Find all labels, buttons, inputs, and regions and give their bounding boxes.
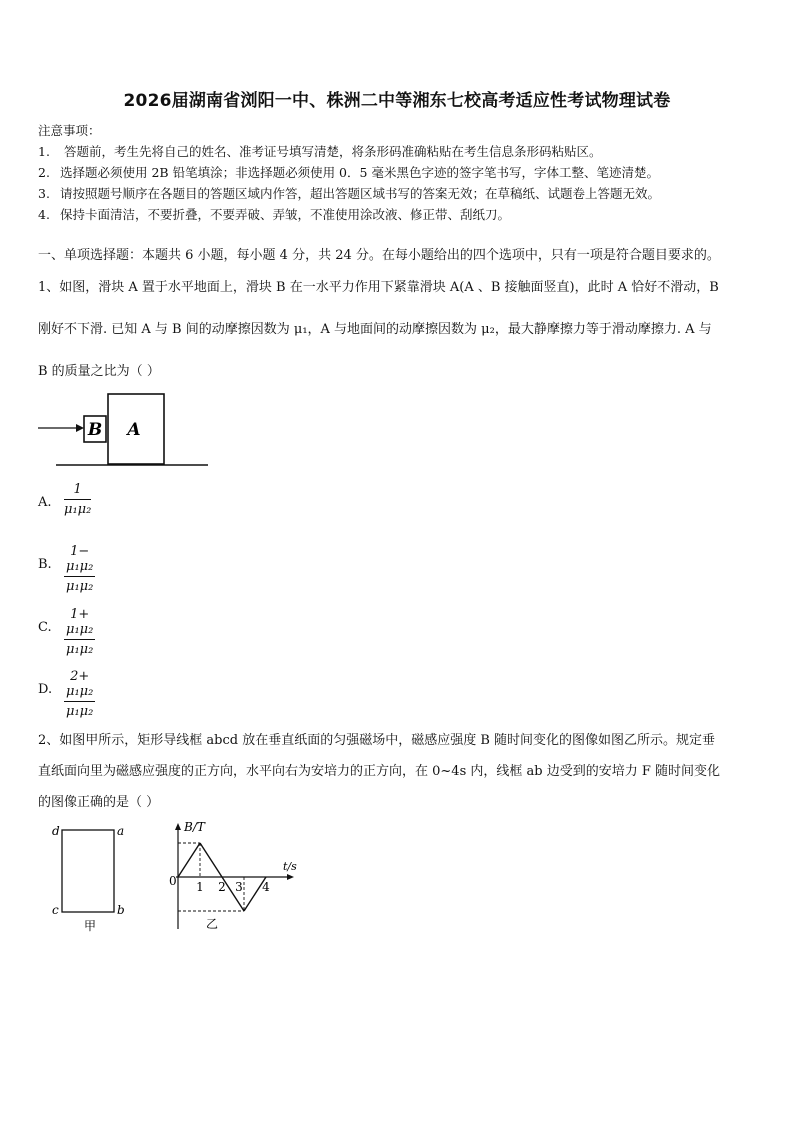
q2-stem-line: 的图像正确的是（ ） [38, 795, 160, 810]
force-arrow-head [76, 424, 84, 432]
notice-heading: 注意事项： [38, 123, 101, 138]
origin-label: 0 [169, 874, 177, 888]
corner-a-label: a [117, 824, 125, 838]
block-a-label: A [127, 420, 141, 440]
figure-caption: 乙 [205, 917, 219, 931]
notice-item-number: 4. [38, 207, 50, 222]
option-letter: B. [38, 557, 52, 572]
corner-d-label: d [52, 824, 60, 838]
data-segment [178, 843, 200, 877]
option-letter: D. [38, 682, 53, 697]
fraction-denominator: μ₁μ₂ [64, 502, 92, 517]
q1-figure [36, 390, 216, 470]
notice-item-text: 选择题必须使用 2B 铅笔填涂；非选择题必须使用 0．5 毫米黑色字迹的签字笔书写，字体工整、笔迹清楚。 [60, 165, 659, 180]
notice-item-number: 3. [38, 186, 50, 201]
q1-stem-line: B 的质量之比为（ ） [38, 364, 160, 379]
option-fraction [64, 544, 95, 594]
x-axis-arrow [287, 874, 294, 880]
notice-item [38, 205, 510, 223]
option-fraction [64, 669, 95, 719]
wire-frame [62, 830, 114, 912]
figure-yi-chart [166, 815, 301, 935]
option-letter: C. [38, 620, 52, 635]
section-heading: 一、单项选择题：本题共 6 小题，每小题 4 分，共 24 分。在每小题给出的四个选项中，只有一项是符合题目要求的。 [38, 248, 720, 263]
notice-item-text: 保持卡面清洁，不要折叠，不要弄破、弄皱，不准使用涂改液、修正带、刮纸刀。 [60, 207, 511, 222]
corner-b-label: b [117, 903, 125, 917]
notice-item-text: 答题前，考生先将自己的姓名、准考证号填写清楚，将条形码准确粘贴在考生信息条形码粘贴区。 [60, 144, 602, 159]
x-tick-label: 2 [218, 880, 226, 894]
figure-caption: 甲 [83, 919, 97, 933]
notice-item [38, 163, 659, 181]
q2-stem-line: 直纸面向里为磁感应强度的正方向，水平向右为安培力的正方向，在 0~4s 内，线框 ab 边受到的安培力 F 随时间变化 [38, 764, 720, 779]
q1-stem-line: 刚好不下滑. 已知 A 与 B 间的动摩擦因数为 μ₁，A 与地面间的动摩擦因数为 μ₂，最大静摩擦力等于滑动摩擦力. A 与 [38, 322, 712, 337]
fraction-numerator: 1 [64, 482, 91, 500]
notice-item-number: 1. [38, 144, 50, 159]
notice-item-number: 2. [38, 165, 50, 180]
y-axis-arrow [175, 823, 181, 830]
data-segment [200, 843, 222, 877]
fraction-numerator: 1+ μ₁μ₂ [64, 607, 95, 640]
notice-item-text: 请按照题号顺序在各题目的答题区域内作答，超出答题区域书写的答案无效；在草稿纸、试题卷上答题无效。 [60, 186, 661, 201]
option-letter: A. [38, 495, 52, 510]
x-tick-label: 3 [235, 880, 243, 894]
notice-item [38, 142, 601, 160]
x-tick-label: 4 [262, 880, 270, 894]
y-axis-label: B/T [184, 820, 205, 834]
fraction-numerator: 1− μ₁μ₂ [64, 544, 95, 577]
x-tick-label: 1 [196, 880, 204, 894]
x-axis-label: t/s [283, 860, 297, 873]
figure-jia [46, 820, 136, 935]
fraction-denominator: μ₁μ₂ [66, 579, 94, 594]
q2-stem-line: 2、如图甲所示，矩形导线框 abcd 放在垂直纸面的匀强磁场中，磁感应强度 B 随时间变化的图像如图乙所示。规定垂 [38, 733, 716, 748]
fraction-numerator: 2+ μ₁μ₂ [64, 669, 95, 702]
notice-item [38, 184, 660, 202]
option-fraction [64, 607, 95, 657]
q1-stem-line: 1、如图，滑块 A 置于水平地面上，滑块 B 在一水平力作用下紧靠滑块 A(A 、B 接触面竖直)，此时 A 恰好不滑动，B [38, 280, 719, 295]
option-fraction [64, 482, 91, 517]
fraction-denominator: μ₁μ₂ [66, 704, 94, 719]
corner-c-label: c [52, 903, 59, 917]
block-b-label: B [87, 420, 103, 440]
fraction-denominator: μ₁μ₂ [66, 642, 94, 657]
page-title: 2026届湖南省浏阳一中、株洲二中等湘东七校高考适应性考试物理试卷 [123, 91, 671, 111]
